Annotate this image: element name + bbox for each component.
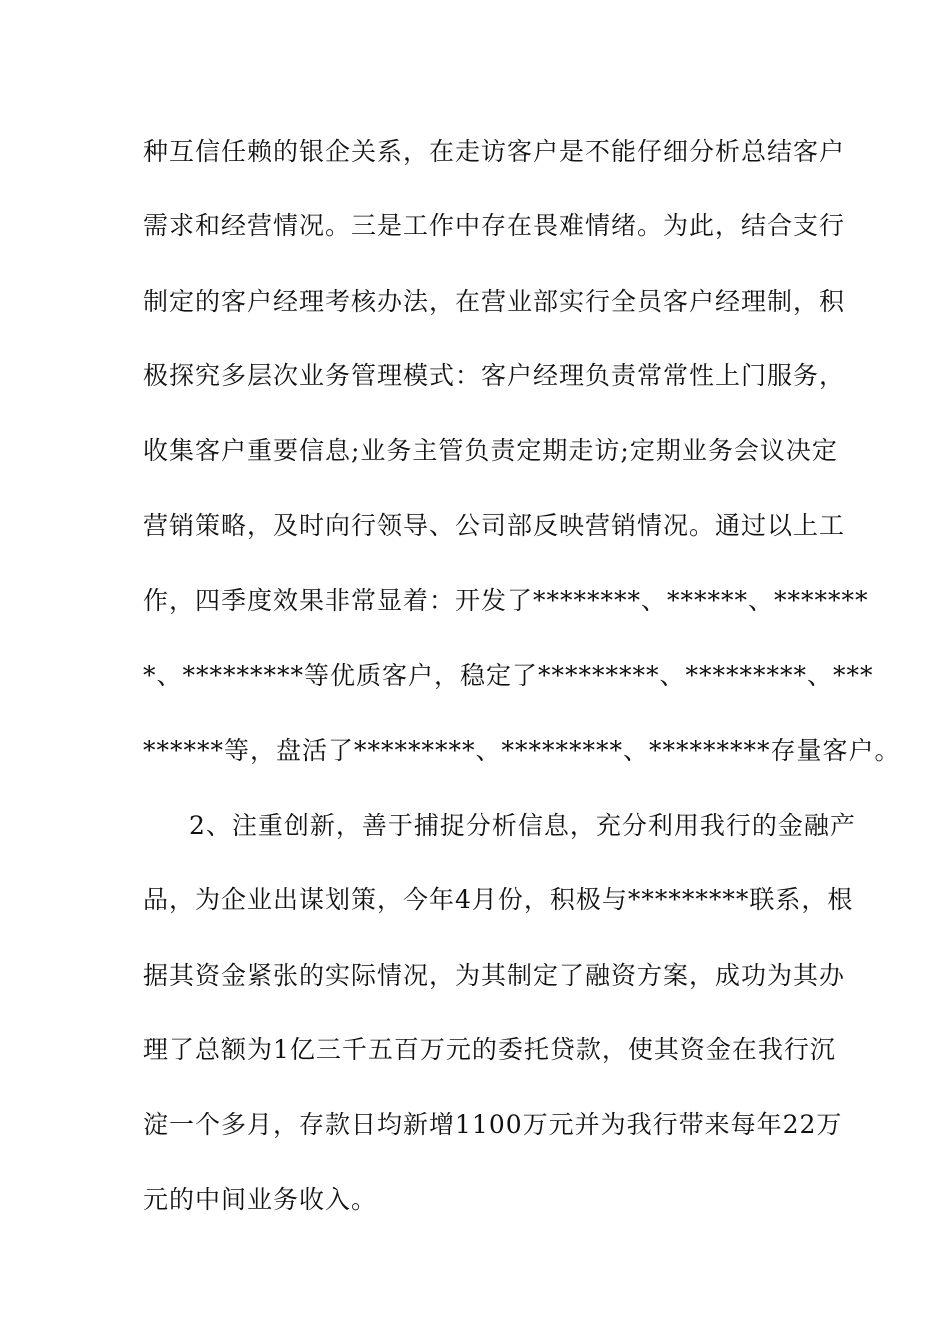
text-line: 营销策略，及时向行领导、公司部反映营销情况。通过以上工 (143, 511, 846, 540)
text-line: 品，为企业出谋划策，今年4月份，积极与*********联系，根 (143, 885, 854, 914)
text-line: 据其资金紧张的实际情况，为其制定了融资方案，成功为其办 (143, 961, 846, 990)
text-line: 极探究多层次业务管理模式：客户经理负责常常性上门服务， (143, 361, 846, 390)
text-line: 收集客户重要信息;业务主管负责定期走访;定期业务会议决定 (143, 436, 838, 465)
text-line: 作，四季度效果非常显着：开发了********、******、******* (143, 586, 869, 615)
text-line: 元的中间业务收入。 (143, 1185, 378, 1214)
text-line: *、*********等优质客户，稳定了*********、*********、*** (143, 661, 874, 690)
text-line: 制定的客户经理考核办法，在营业部实行全员客户经理制，积 (143, 287, 846, 316)
text-line: 理了总额为1亿三千五百万元的委托贷款，使其资金在我行沉 (143, 1035, 836, 1064)
text-line: ******等，盘活了*********、*********、*********存量客户。 (143, 736, 901, 765)
text-line: 需求和经营情况。三是工作中存在畏难情绪。为此，结合支行 (143, 211, 846, 240)
text-line: 淀一个多月，存款日均新增1100万元并为我行带来每年22万 (143, 1110, 843, 1139)
text-line: 种互信任赖的银企关系，在走访客户是不能仔细分析总结客户 (143, 137, 846, 166)
paragraph-first-line: 2、注重创新，善于捕捉分析信息，充分利用我行的金融产 (189, 811, 856, 840)
